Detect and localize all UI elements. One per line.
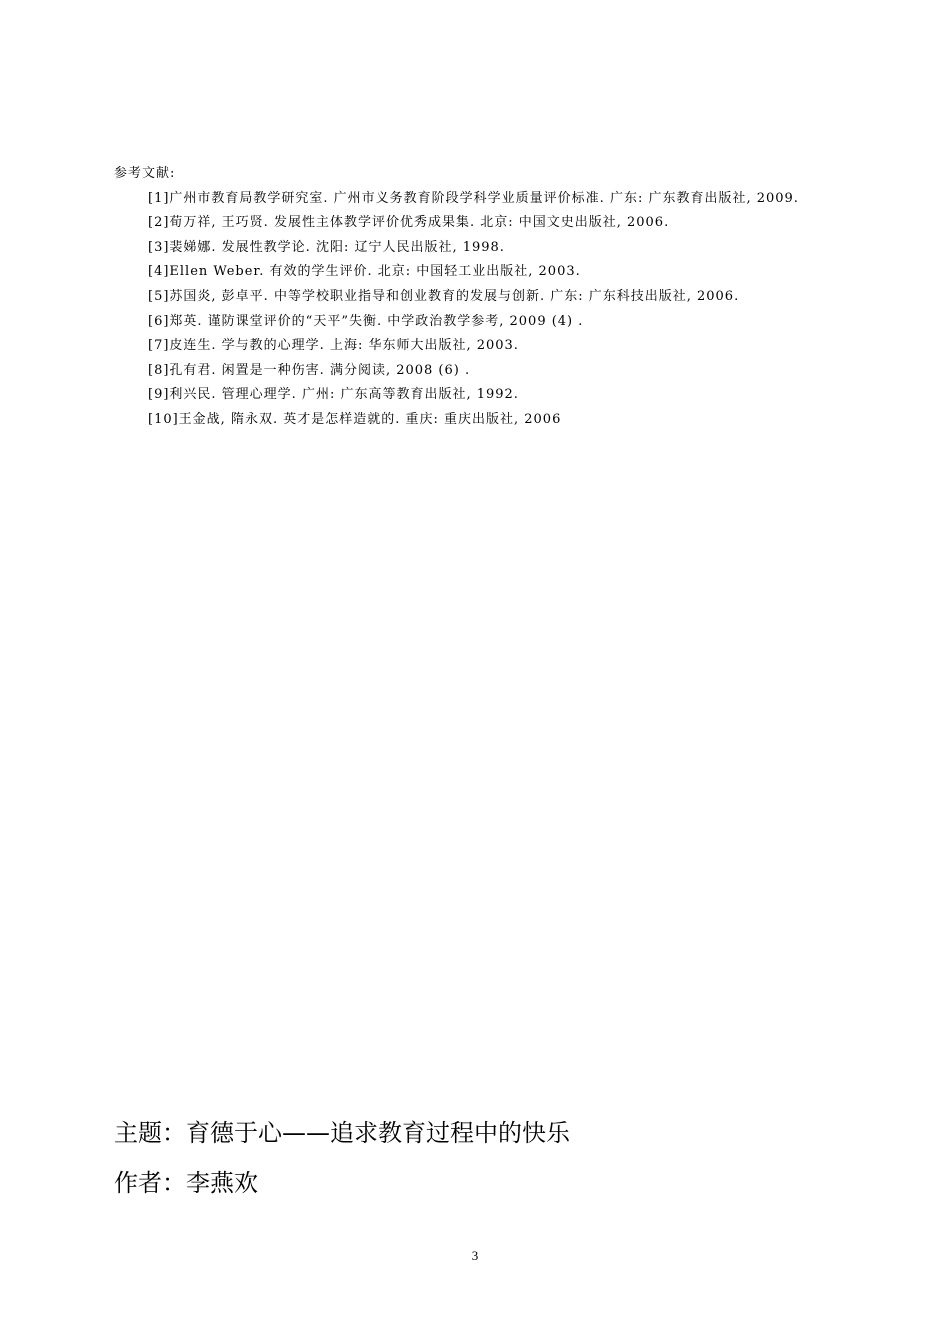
reference-item-4: [4]Ellen Weber. 有效的学生评价. 北京: 中国轻工业出版社, 2003.	[148, 264, 581, 280]
page-number: 3	[471, 1248, 479, 1263]
reference-item-3: [3]裴娣娜. 发展性教学论. 沈阳: 辽宁人民出版社, 1998.	[148, 239, 505, 255]
reference-item-9: [9]利兴民. 管理心理学. 广州: 广东高等教育出版社, 1992.	[148, 387, 519, 403]
reference-item-1: [1]广州市教育局教学研究室. 广州市义务教育阶段学科学业质量评价标准. 广东: 广东教育出版社, 2009.	[148, 190, 799, 206]
author-line: 作者：李燕欢	[114, 1169, 258, 1197]
theme-title: 主题：育德于心——追求教育过程中的快乐	[114, 1119, 570, 1147]
references-section	[114, 162, 842, 433]
reference-item-5: [5]苏国炎, 彭卓平. 中等学校职业指导和创业教育的发展与创新. 广东: 广东科技出版社, 2006.	[148, 288, 740, 304]
reference-item-2: [2]荀万祥, 王巧贤. 发展性主体教学评价优秀成果集. 北京: 中国文史出版社, 2006.	[148, 215, 670, 231]
reference-item-10: [10]王金战, 隋永双. 英才是怎样造就的. 重庆: 重庆出版社, 2006	[148, 411, 562, 427]
references-heading: 参考文献:	[114, 166, 176, 181]
reference-item-7: [7]皮连生. 学与教的心理学. 上海: 华东师大出版社, 2003.	[148, 338, 519, 354]
reference-item-6: [6]郑英. 谨防课堂评价的“天平”失衡. 中学政治教学参考, 2009 (4) .	[148, 313, 584, 329]
reference-item-8: [8]孔有君. 闲置是一种伤害. 满分阅读, 2008 (6) .	[148, 362, 471, 378]
